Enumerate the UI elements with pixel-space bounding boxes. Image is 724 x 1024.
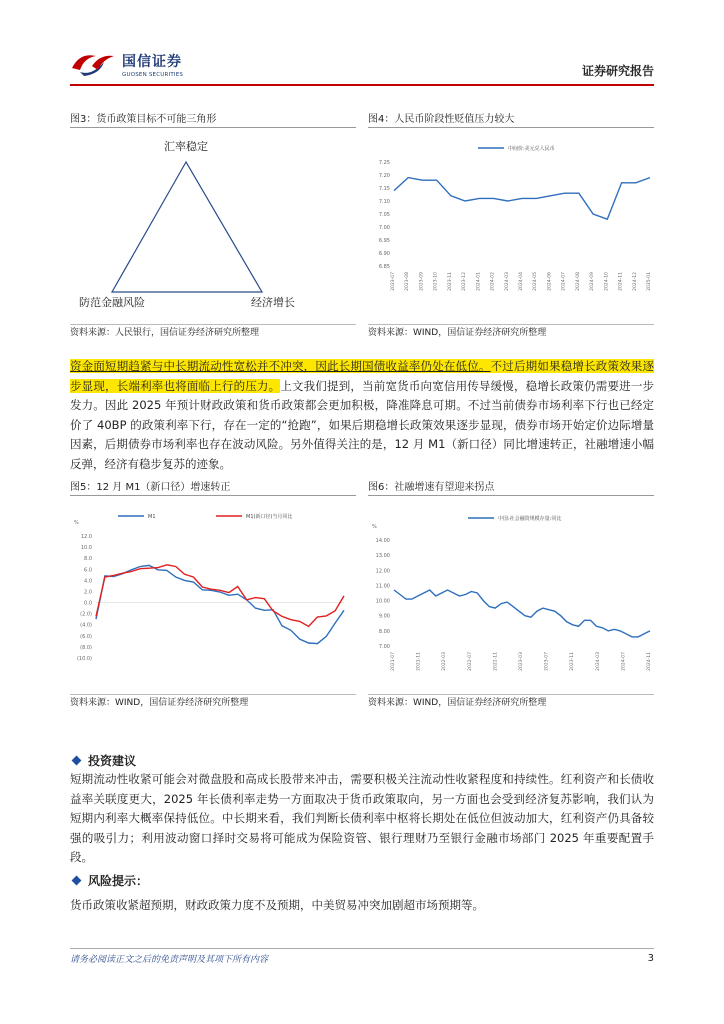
brand-name-en: GUOSEN SECURITIES <box>122 71 184 78</box>
x-tick-label: 2024-07 <box>621 652 627 671</box>
x-tick-label: 2025-01 <box>647 272 652 291</box>
invest-heading <box>70 752 136 769</box>
x-tick-label: 2024-08 <box>575 272 581 291</box>
page-footer <box>70 948 654 965</box>
x-tick-label: 2024-03 <box>595 652 601 671</box>
x-tick-label: 2021-11 <box>416 652 422 671</box>
y-tick-label: 11.00 <box>375 583 390 590</box>
y-tick-label: 0.0 <box>84 600 92 607</box>
x-tick-label: 2023-08 <box>405 272 411 291</box>
legend-label: 中国:社会融资规模存量:同比 <box>498 516 562 522</box>
brand-name-cn: 国信证券 <box>122 53 182 70</box>
page-number: 3 <box>647 953 654 964</box>
y-unit-label: % <box>372 524 377 530</box>
para-highlight-2: 不过后期如果稳增长政策效果逐步显现，长端利率也将面临上行的压力。 <box>70 359 654 393</box>
y-tick-label: 6.95 <box>378 238 390 244</box>
fig4-title: 图4：人民币阶段性贬值压力较大 <box>368 112 654 128</box>
x-tick-label: 2024-12 <box>632 272 638 291</box>
x-tick-label: 2024-01 <box>476 272 482 291</box>
y-tick-label: (8.0) <box>80 644 92 651</box>
x-tick-label: 2024-07 <box>561 272 567 291</box>
series-line-2 <box>96 565 344 627</box>
para-highlight-1: 资金面短期趋紧与中长期流动性宽松并不冲突，因此长期国债收益率仍处在低位。 <box>70 359 491 373</box>
x-tick-label: 2024-06 <box>547 272 553 291</box>
page-header <box>70 50 654 86</box>
report-type-label: 证券研究报告 <box>581 64 654 78</box>
y-tick-label: 9.00 <box>378 613 390 620</box>
fig6-title: 图6：社融增速有望迎来拐点 <box>368 480 654 496</box>
y-tick-label: 7.05 <box>378 212 390 218</box>
y-tick-label: 7.20 <box>378 173 390 179</box>
x-tick-label: 2021-07 <box>391 652 396 671</box>
x-tick-label: 2023-07 <box>544 652 550 671</box>
y-tick-label: 10.0 <box>80 545 92 552</box>
x-tick-label: 2022-03 <box>442 652 448 671</box>
y-unit-label: % <box>74 520 79 526</box>
fig4-line-chart <box>368 132 654 320</box>
legend-label: M1(新口径)当月同比 <box>246 514 293 520</box>
risk-heading-text: 风险提示： <box>88 874 149 888</box>
y-tick-label: 7.15 <box>378 186 390 192</box>
para-body: 上文我们提到，当前宽货币向宽信用传导缓慢，稳增长政策仍需要进一步发力。因此 2025 年预计财政政策和货币政策都会更加积极，降准降息可期。不过当前债券市场利率下行也已经定价了 40BP 的政策利率下行，存在一定的“抢跑”，如果后期稳增长政策效果逐步显现，债券市场开始定价边际增量因素，后期债券市场利率也存在波动风险。另外值得关注的是，12 月 M1（新口径）同比增速转正，社融增速小幅反弹，经济有稳步复苏的迹象。 <box>70 378 655 471</box>
x-tick-label: 2023-07 <box>391 272 396 291</box>
x-tick-label: 2024-09 <box>590 272 596 291</box>
series-line-1 <box>394 590 650 637</box>
x-tick-label: 2024-02 <box>490 272 496 291</box>
diamond-bullet-icon <box>72 756 82 766</box>
y-tick-label: 7.00 <box>378 644 390 650</box>
x-tick-label: 2024-03 <box>504 272 510 291</box>
y-tick-label: 6.90 <box>378 251 390 257</box>
x-tick-label: 2023-09 <box>419 272 425 291</box>
x-tick-label: 2022-07 <box>467 652 473 671</box>
x-tick-label: 2023-12 <box>462 272 468 291</box>
y-tick-label: (6.0) <box>80 633 92 640</box>
y-tick-label: 7.25 <box>378 160 390 166</box>
x-tick-label: 2023-03 <box>519 652 524 671</box>
y-tick-label: 6.85 <box>378 264 390 270</box>
invest-paragraph: 短期流动性收紧可能会对微盘股和高成长股带来冲击，需要积极关注流动性收紧程度和持续性。红利资产和长债收益率关联度更大，2025 年长债利率走势一方面取决于货币政策取向，另一方面也会受到经济复苏影响，我们认为短期内利率大概率保持低位。中长期来看，我们判断长债利率中枢将长期处在低位但波动加大，红利资产仍具备较强的吸引力；利用波动窗口择时交易将可能成为保险资管、银行理财乃至银行金融市场部门 2025 年重要配置手段。 <box>70 772 654 864</box>
y-tick-label: 2.0 <box>84 589 92 596</box>
policy-triangle <box>112 162 262 292</box>
legend-label: M1 <box>148 514 156 520</box>
x-tick-label: 2023-11 <box>570 652 576 671</box>
y-tick-label: 12.00 <box>375 568 390 575</box>
risk-heading <box>70 872 148 889</box>
invest-heading-text: 投资建议 <box>88 754 137 768</box>
fig5-source: 资料来源：WIND，国信证券经济研究所整理 <box>70 694 356 708</box>
y-tick-label: 13.00 <box>375 553 390 560</box>
risk-paragraph: 货币政策收紧超预期，财政政策力度不及预期，中美贸易冲突加剧超市场预期等。 <box>70 898 484 912</box>
fig3-title: 图3：货币政策目标不可能三角形 <box>70 112 356 128</box>
y-tick-label: 14.00 <box>375 538 390 544</box>
x-tick-label: 2024-04 <box>519 272 524 291</box>
fig3-triangle-diagram <box>70 132 356 320</box>
analysis-paragraph <box>70 357 654 474</box>
logo-mark-icon <box>70 50 118 78</box>
x-tick-label: 2024-10 <box>604 272 610 291</box>
x-tick-label: 2023-11 <box>447 272 453 291</box>
triangle-top-label: 汇率稳定 <box>164 140 208 153</box>
y-tick-label: (10.0) <box>76 656 92 662</box>
y-tick-label: 10.00 <box>375 598 390 605</box>
legend-label: 中间价:美元兑人民币 <box>508 146 555 152</box>
fig6-source: 资料来源：WIND，国信证券经济研究所整理 <box>368 694 654 708</box>
fig5-line-chart <box>70 500 356 686</box>
y-tick-label: 8.00 <box>378 628 390 635</box>
fig4-source: 资料来源：WIND，国信证券经济研究所整理 <box>368 324 654 338</box>
x-tick-label: 2024-11 <box>647 652 652 671</box>
series-line-1 <box>394 178 650 220</box>
x-tick-label: 2023-10 <box>433 272 439 291</box>
triangle-right-label: 经济增长 <box>251 296 295 309</box>
triangle-left-label: 防范金融风险 <box>79 296 145 309</box>
x-tick-label: 2024-05 <box>533 272 539 291</box>
y-tick-label: 7.00 <box>378 225 390 231</box>
x-tick-label: 2022-11 <box>493 652 499 671</box>
y-tick-label: 6.0 <box>84 567 92 574</box>
y-tick-label: (2.0) <box>80 611 92 618</box>
guosen-logo <box>70 50 183 78</box>
y-tick-label: (4.0) <box>80 622 92 629</box>
series-line-1 <box>96 565 344 643</box>
fig6-line-chart <box>368 500 654 686</box>
fig3-source: 资料来源：人民银行，国信证券经济研究所整理 <box>70 324 356 338</box>
x-tick-label: 2024-11 <box>618 272 624 291</box>
disclaimer-note: 请务必阅读正文之后的免责声明及其项下所有内容 <box>70 955 269 965</box>
diamond-bullet-icon <box>72 876 82 886</box>
y-tick-label: 4.0 <box>84 578 92 585</box>
fig5-title: 图5：12 月 M1（新口径）增速转正 <box>70 480 356 496</box>
y-tick-label: 8.0 <box>84 556 92 563</box>
y-tick-label: 12.0 <box>80 534 92 540</box>
y-tick-label: 7.10 <box>378 199 390 205</box>
